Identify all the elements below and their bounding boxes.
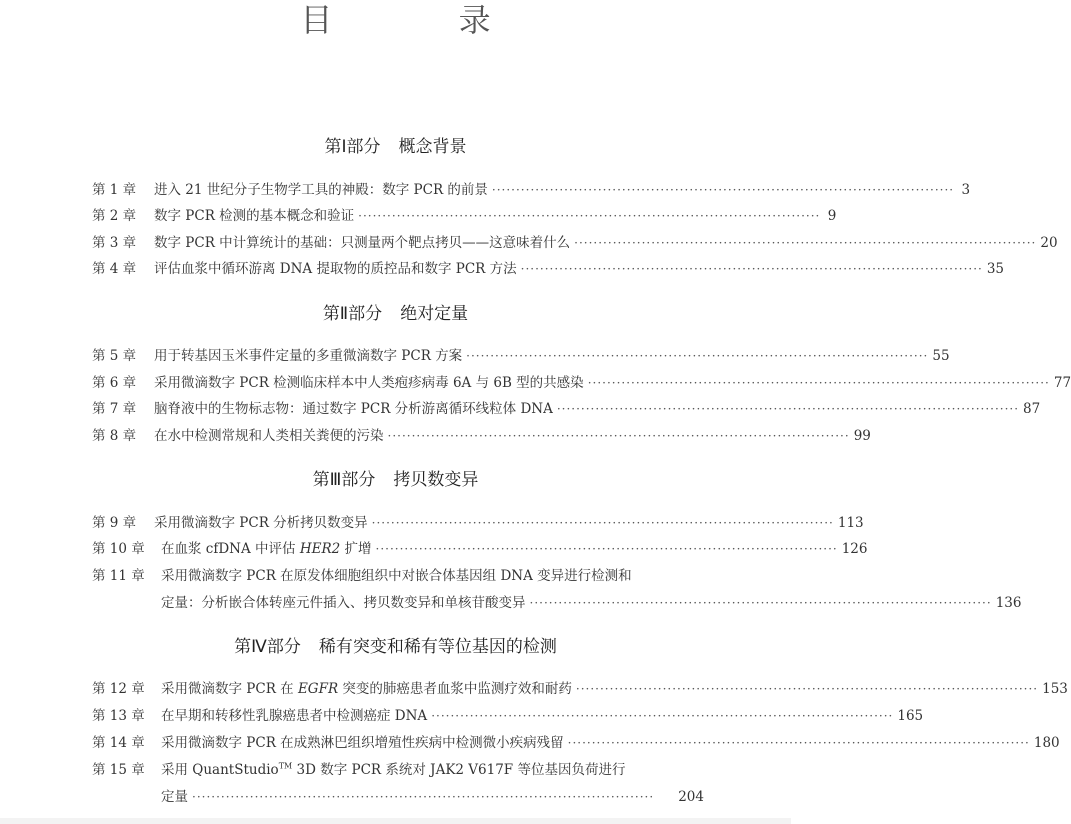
part-name: 稀有突变和稀有等位基因的检测 [318,637,557,657]
chapter-title: 在血浆 cfDNA 中评估 HER2 扩增 [161,541,372,557]
chapter-title: 数字 PCR 检测的基本概念和验证 [154,208,355,224]
chapter-title: 进入 21 世纪分子生物学工具的神殿：数字 PCR 的前景 [154,182,488,198]
part-heading [0,636,791,658]
page-number: 87 [1023,401,1041,417]
toc-entry[interactable] [92,679,1068,699]
leader-dots [372,513,834,533]
chapter-number: 第 13 章 [92,708,145,724]
page-title: 目 录 [300,1,549,39]
chapter-number: 第 1 章 [92,182,137,198]
leader-dots [568,733,1030,753]
part-label: 第Ⅰ部分 [324,137,381,157]
chapter-number: 第 14 章 [92,735,145,751]
part-label: 第Ⅳ部分 [234,637,301,657]
part-label: 第Ⅲ部分 [312,470,376,490]
chapter-number: 第 4 章 [92,261,137,277]
part-heading [0,469,791,491]
page-number: 153 [1042,681,1068,697]
toc-entry[interactable] [92,373,1071,393]
toc-entry[interactable] [92,706,924,726]
chapter-title: 采用微滴数字 PCR 分析拷贝数变异 [154,515,368,531]
leader-dots [466,346,928,366]
leader-dots [574,233,1036,253]
chapter-title: 数字 PCR 中计算统计的基础：只测量两个靶点拷贝——这意味着什么 [154,235,571,251]
page-bottom-edge [0,818,791,824]
leader-dots [492,180,954,200]
chapter-title: 用于转基因玉米事件定量的多重微滴数字 PCR 方案 [154,348,463,364]
toc-entry[interactable] [92,426,871,446]
chapter-title: 采用微滴数字 PCR 在成熟淋巴组织增殖性疾病中检测微小疾病残留 [161,735,564,751]
part-name: 拷贝数变异 [393,470,479,490]
toc-entry[interactable] [92,259,1005,279]
page-number: 136 [995,595,1022,611]
chapter-title: 评估血浆中循环游离 DNA 提取物的质控品和数字 PCR 方法 [154,261,517,277]
chapter-number: 第 7 章 [92,401,137,417]
chapter-number: 第 11 章 [92,568,145,584]
toc-entry[interactable] [92,566,704,586]
page-number: 126 [841,541,868,557]
page-number: 204 [678,789,704,805]
chapter-number: 第 12 章 [92,681,145,697]
leader-dots [431,706,893,726]
chapter-number: 第 10 章 [92,541,145,557]
leader-dots [521,259,983,279]
toc-entry-continuation[interactable] [92,787,704,807]
toc-entry[interactable] [92,399,1041,419]
toc-entry[interactable] [92,233,1058,253]
page-number: 55 [932,348,950,364]
toc-entry[interactable] [92,206,837,226]
toc-entry[interactable] [92,760,704,780]
page-number: 20 [1040,235,1058,251]
toc-entry[interactable] [92,733,1060,753]
part-name: 绝对定量 [400,304,469,324]
toc-entry-continuation[interactable] [92,593,1022,613]
chapter-number: 第 5 章 [92,348,137,364]
toc-entry[interactable] [92,346,950,366]
leader-dots [376,539,838,559]
chapter-number: 第 3 章 [92,235,137,251]
toc-entry[interactable] [92,513,864,533]
leader-dots [576,679,1038,699]
chapter-number: 第 2 章 [92,208,137,224]
chapter-title: 采用 QuantStudio™ 3D 数字 PCR 系统对 JAK2 V617F 等位基因负荷进行 [161,761,626,778]
page-number: 180 [1033,735,1060,751]
leader-dots [557,399,1019,419]
toc-entry[interactable] [92,180,971,200]
chapter-title: 在早期和转移性乳腺癌患者中检测癌症 DNA [161,708,428,724]
chapter-title-continued: 定量 [161,789,188,805]
part-heading [0,136,791,158]
page-number: 113 [837,515,864,531]
leader-dots [192,787,674,807]
page-number: 35 [986,261,1005,277]
chapter-number: 第 8 章 [92,428,137,444]
chapter-number: 第 6 章 [92,375,137,391]
page-number: 165 [897,708,924,724]
part-name: 概念背景 [398,137,467,157]
leader-dots [358,206,820,226]
toc-entry[interactable] [92,539,868,559]
leader-dots [530,593,992,613]
chapter-title: 采用微滴数字 PCR 检测临床样本中人类疱疹病毒 6A 与 6B 型的共感染 [154,375,584,391]
part-heading [0,303,791,325]
page-number: 9 [827,208,837,224]
chapter-title: 在水中检测常规和人类相关粪便的污染 [154,428,384,444]
chapter-number: 第 15 章 [92,762,145,778]
part-label: 第Ⅱ部分 [322,304,383,324]
leader-dots [588,373,1050,393]
chapter-title: 采用微滴数字 PCR 在 EGFR 突变的肺癌患者血浆中监测疗效和耐药 [161,681,572,697]
page-number: 77 [1053,375,1071,391]
leader-dots [388,426,850,446]
chapter-title: 采用微滴数字 PCR 在原发体细胞组织中对嵌合体基因组 DNA 变异进行检测和 [161,568,632,584]
chapter-title-continued: 定量：分析嵌合体转座元件插入、拷贝数变异和单核苷酸变异 [161,595,526,611]
page-number: 3 [961,182,971,198]
chapter-title: 脑脊液中的生物标志物：通过数字 PCR 分析游离循环线粒体 DNA [154,401,553,417]
page-number: 99 [853,428,871,444]
chapter-number: 第 9 章 [92,515,137,531]
